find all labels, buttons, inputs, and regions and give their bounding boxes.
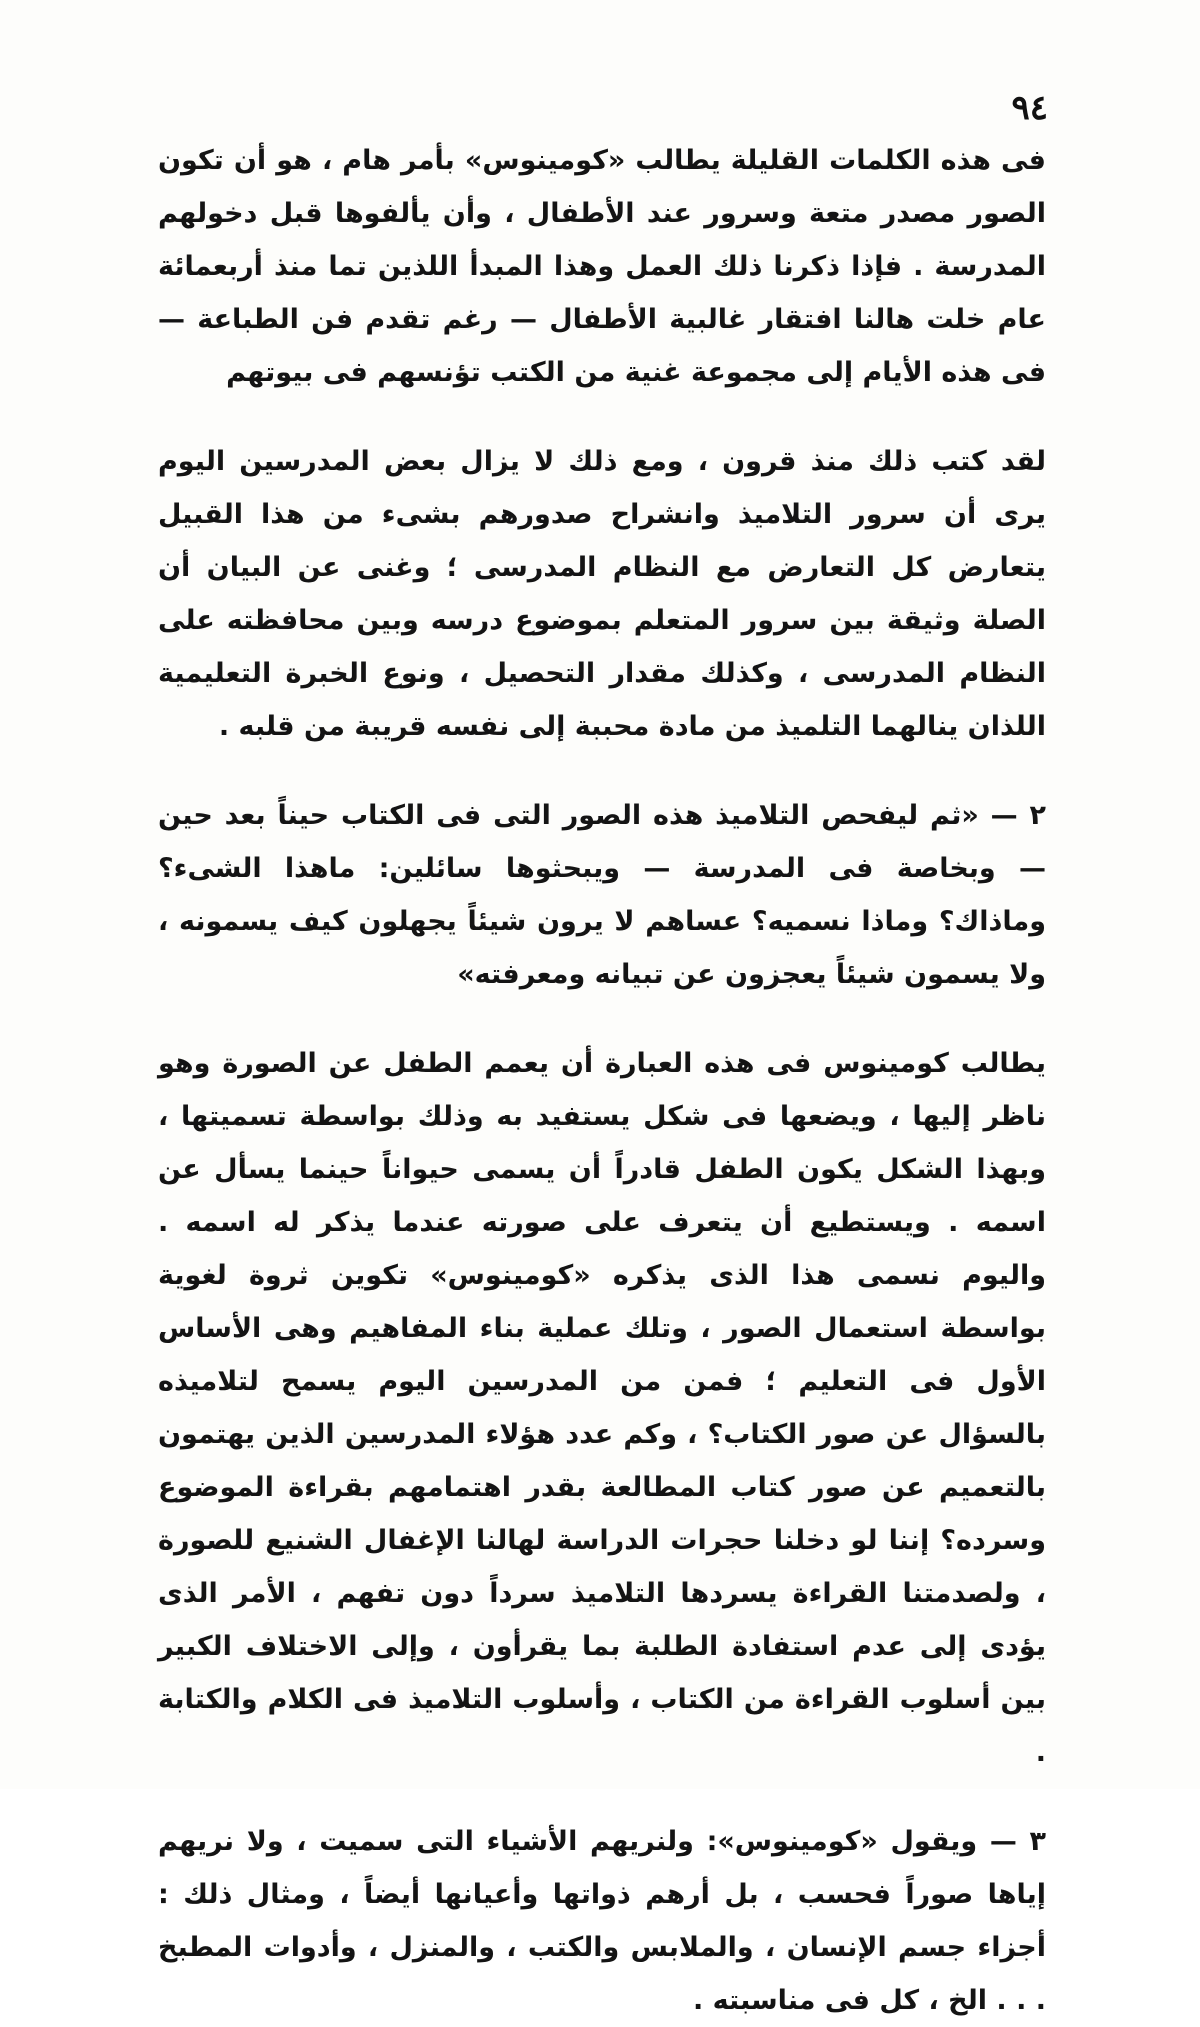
page-number: ٩٤ [1011, 88, 1048, 128]
body-text [158, 134, 1046, 2027]
paragraph-2: لقد كتب ذلك منذ قرون ، ومع ذلك لا يزال بعض المدرسين اليوم يرى أن سرور التلاميذ وانشراح صدورهم بشىء من هذا القبيل يتعارض كل التعارض مع النظام المدرسى ؛ وغنى عن البيان أن الصلة وثيقة بين سرور المتعلم بموضوع درسه وبين محافظته على النظام المدرسى ، وكذلك مقدار التحصيل ، ونوع الخبرة التعليمية اللذان ينالهما التلميذ من مادة محببة إلى نفسه قريبة من قلبه . [158, 446, 1046, 742]
paragraph-1: فى هذه الكلمات القليلة يطالب «كومينوس» بأمر هام ، هو أن تكون الصور مصدر متعة وسرور عند الأطفال ، وأن يألفوها قبل دخولهم المدرسة . فإذا ذكرنا ذلك العمل وهذا المبدأ اللذين تما منذ أربعمائة عام خلت هالنا افتقار غالبية الأطفال — رغم تقدم فن الطباعة — فى هذه الأيام إلى مجموعة غنية من الكتب تؤنسهم فى بيوتهم [158, 145, 1046, 388]
paragraph-5: ٣ — ويقول «كومينوس»: ولنريهم الأشياء التى سميت ، ولا نريهم إياها صوراً فحسب ، بل أرهم ذواتها وأعيانها أيضاً ، ومثال ذلك : أجزاء جسم الإنسان ، والملابس والكتب ، والمنزل ، وأدوات المطبخ . . . الخ ، كل فى مناسبته . [158, 1826, 1046, 2016]
paragraph-3: ٢ — «ثم ليفحص التلاميذ هذه الصور التى فى الكتاب حيناً بعد حين — وبخاصة فى المدرسة — ويبحثوها سائلين: ماهذا الشىء؟ وماذاك؟ وماذا نسميه؟ عساهم لا يرون شيئاً يجهلون كيف يسمونه ، ولا يسمون شيئاً يعجزون عن تبيانه ومعرفته» [158, 800, 1046, 990]
paragraph-4: يطالب كومينوس فى هذه العبارة أن يعمم الطفل عن الصورة وهو ناظر إليها ، ويضعها فى شكل يستفيد به وذلك بواسطة تسميتها ، وبهذا الشكل يكون الطفل قادراً أن يسمى حيواناً حينما يسأل عن اسمه . ويستطيع أن يتعرف على صورته عندما يذكر له اسمه . واليوم نسمى هذا الذى يذكره «كومينوس» تكوين ثروة لغوية بواسطة استعمال الصور ، وتلك عملية بناء المفاهيم وهى الأساس الأول فى التعليم ؛ فمن من المدرسين اليوم يسمح لتلاميذه بالسؤال عن صور الكتاب؟ ، وكم عدد هؤلاء المدرسين الذين يهتمون بالتعميم عن صور كتاب المطالعة بقدر اهتمامهم بقراءة الموضوع وسرده؟ إننا لو دخلنا حجرات الدراسة لهالنا الإغفال الشنيع للصورة ، ولصدمتنا القراءة يسردها التلاميذ سرداً دون تفهم ، الأمر الذى يؤدى إلى عدم استفادة الطلبة بما يقرأون ، وإلى الاختلاف الكبير بين أسلوب القراءة من الكتاب ، وأسلوب التلاميذ فى الكلام والكتابة . [158, 1048, 1046, 1768]
